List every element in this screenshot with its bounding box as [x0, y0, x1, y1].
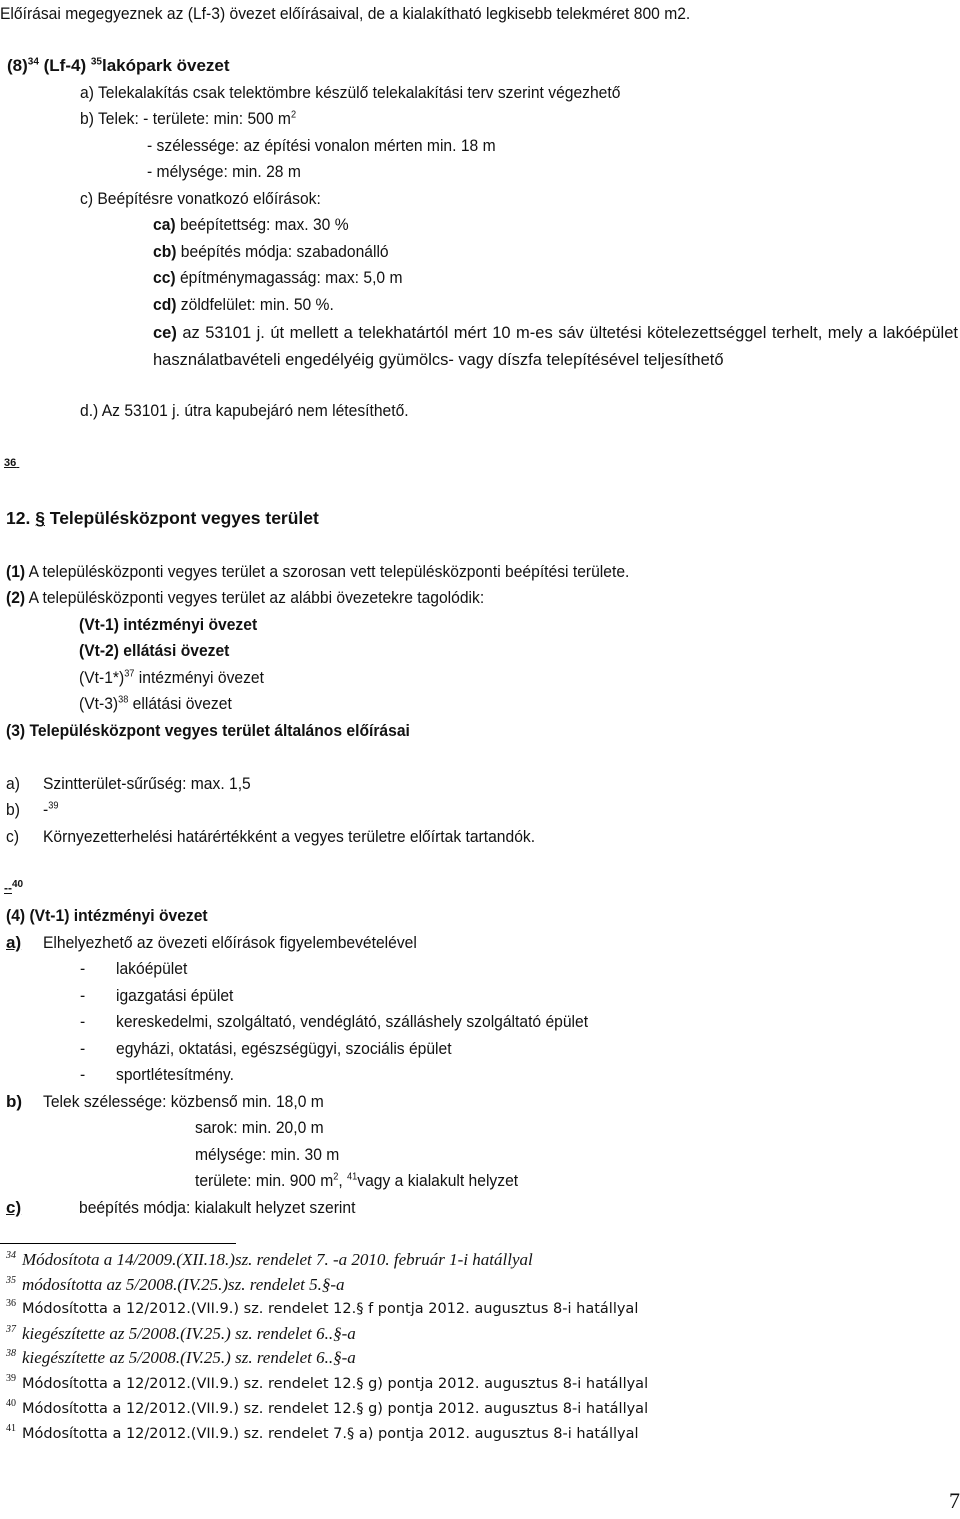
section-12-number: 12. [6, 508, 36, 528]
footnote-ref-38[interactable]: 38 [118, 694, 129, 706]
vt1-b-corner: sarok: min. 20,0 m [195, 1118, 324, 1137]
lf4-title: lakópark övezet [101, 56, 230, 75]
section-12-title: Településközpont vegyes terület [44, 508, 319, 528]
marker-40-num: 40 [12, 879, 24, 890]
paragraph-3-heading: (3) Településközpont vegyes terület általános előírásai [6, 721, 410, 740]
zone-vt1: (Vt-1) intézményi övezet [79, 615, 258, 634]
footnote-41 [6, 1424, 639, 1446]
vt1-list-item-text: kereskedelmi, szolgáltató, vendéglátó, szálláshely szolgáltató épület [116, 1012, 589, 1031]
vt1-list-item-text: egyházi, oktatási, egészségügyi, szociális épület [116, 1039, 452, 1058]
footnote-ref-37[interactable]: 37 [124, 668, 135, 680]
vt1-b-depth: mélysége: min. 30 m [195, 1145, 340, 1164]
lf4-item-a: a) Telekalakítás csak telektömbre készülő telekalakítási terv szerint végezhető [80, 83, 621, 102]
footnote-ref-34[interactable]: 34 [27, 56, 39, 68]
p2-text: A településközponti vegyes terület az alábbi övezetekre tagolódik: [25, 588, 485, 607]
page-number: 7 [949, 1488, 960, 1513]
footnote-38 [6, 1348, 356, 1371]
footnote-ref-41[interactable]: 41 [347, 1171, 358, 1183]
intro-line: Előírásai megegyeznek az (Lf-3) övezet előírásaival, de a kialakítható legkisebb telekméret 800 m2. [0, 4, 691, 23]
footnote-separator [0, 1243, 236, 1244]
cb-label: cb) [153, 242, 177, 261]
zone-vt1-star [79, 667, 264, 689]
lf4-item-b-sup: 2 [290, 109, 297, 121]
ce-text: az 53101 j. út mellett a telekhatártól mért 10 m-es sáv ültetési kötelezettséggel terhelt, mely a lakóépület használatbavételi engedélyéig gyümölcs- vagy díszfa telepítésével teljesíthető [153, 324, 958, 369]
footnote-text: kiegészítette az 5/2008.(IV.25.) sz. rendelet 6..§-a [22, 1324, 356, 1343]
b-area-sep: , [338, 1171, 348, 1190]
marker-40-dash: -- [4, 881, 12, 895]
vt1-c-label: c) [6, 1198, 22, 1217]
vt1-section-title: (4) (Vt-1) intézményi övezet [6, 906, 208, 925]
p2-label: (2) [6, 588, 26, 607]
vt1-list-item-text: igazgatási épület [116, 986, 234, 1005]
lf4-item-b-depth: - mélysége: min. 28 m [147, 162, 301, 181]
footnote-number: 34 [6, 1250, 16, 1261]
general-item-a-text: Szintterület-sűrűség: max. 1,5 [43, 774, 251, 793]
paragraph-1 [6, 561, 629, 583]
b-area-text: területe: min. 900 m [195, 1171, 334, 1190]
footnote-39 [6, 1374, 648, 1396]
b-area-sup: 2 [333, 1171, 339, 1183]
vt3-label: ellátási övezet [128, 694, 232, 713]
footnote-36 [6, 1299, 638, 1321]
vt1-c-text: beépítés módja: kialakult helyzet szerint [79, 1198, 356, 1217]
footnote-text: Módosítota a 14/2009.(XII.18.)sz. rendelet 7. -a 2010. február 1-i hatállyal [22, 1250, 533, 1269]
vt1-list-item: - [80, 1012, 86, 1031]
vt1-list-item-text: lakóépület [116, 959, 188, 978]
footnote-text: Módosította a 12/2012.(VII.9.) sz. rendelet 12.§ g) pontja 2012. augusztus 8-i hatállyal [22, 1376, 649, 1392]
footnote-number: 36 [6, 1298, 16, 1309]
lf4-item-cb [153, 241, 389, 263]
b-dash: - [43, 800, 49, 819]
lf4-prefix: (8) [7, 56, 28, 75]
footnote-number: 35 [6, 1275, 16, 1286]
marker-36-text: 36 [4, 457, 17, 469]
footnote-number: 38 [6, 1348, 16, 1359]
section-12-heading [6, 507, 319, 529]
general-item-b-label: b) [6, 800, 20, 819]
footnote-number: 37 [6, 1324, 16, 1335]
vt1-list-item: - [80, 1065, 86, 1084]
lf4-item-d: d.) Az 53101 j. útra kapubejáró nem létesíthető. [80, 401, 409, 420]
lf4-code: (Lf-4) [38, 56, 91, 75]
vt1-b-label: b) [6, 1092, 23, 1111]
general-item-b-text [43, 799, 58, 821]
vt1-list-item: - [80, 959, 86, 978]
vt1-star-label: intézményi övezet [134, 668, 264, 687]
lf4-item-ca [153, 214, 349, 236]
footnote-35 [6, 1275, 345, 1298]
ca-label: ca) [153, 215, 176, 234]
footnote-text: kiegészítette az 5/2008.(IV.25.) sz. rendelet 6..§-a [22, 1348, 356, 1367]
paragraph-2 [6, 587, 484, 609]
general-item-c-label: c) [6, 827, 20, 846]
footnote-37 [6, 1324, 356, 1347]
footnote-number: 40 [6, 1398, 16, 1409]
vt1-a-text: Elhelyezhető az övezeti előírások figyelembevételével [43, 933, 417, 952]
section-symbol: § [35, 508, 45, 528]
lf4-item-b [80, 108, 296, 130]
lf4-item-ce [153, 320, 958, 373]
cc-text: építménymagasság: max: 5,0 m [175, 268, 403, 287]
footnote-text: Módosította a 12/2012.(VII.9.) sz. rendelet 12.§ g) pontja 2012. augusztus 8-i hatállyal [22, 1401, 649, 1417]
footnote-40 [6, 1399, 648, 1421]
vt1-list-item: - [80, 1039, 86, 1058]
ca-text: beépítettség: max. 30 % [175, 215, 349, 234]
lf4-item-c: c) Beépítésre vonatkozó előírások: [80, 189, 321, 208]
cd-text: zöldfelület: min. 50 %. [176, 295, 334, 314]
vt3-code: (Vt-3) [79, 694, 119, 713]
footnote-marker-40[interactable] [4, 877, 23, 899]
vt1-b-area [195, 1170, 518, 1192]
cc-label: cc) [153, 268, 176, 287]
vt1-list-item-text: sportlétesítmény. [116, 1065, 234, 1084]
footnote-number: 41 [6, 1423, 16, 1434]
footnote-number: 39 [6, 1373, 16, 1384]
footnote-ref-35[interactable]: 35 [90, 56, 102, 68]
lf4-item-b-text: b) Telek: - területe: min: 500 m [80, 109, 291, 128]
vt1-a-label: a) [6, 933, 22, 952]
b-area-alt: vagy a kialakult helyzet [357, 1171, 519, 1190]
general-item-c-text: Környezetterhelési határértékként a vegyes területre előírtak tartandók. [43, 827, 536, 846]
vt1-b-text: Telek szélessége: közbenső min. 18,0 m [43, 1092, 324, 1111]
zone-vt2: (Vt-2) ellátási övezet [79, 641, 230, 660]
vt1-list-item: - [80, 986, 86, 1005]
ce-label: ce) [153, 324, 177, 342]
zone-vt3 [79, 693, 232, 715]
footnote-34 [6, 1250, 533, 1273]
lf4-item-cc [153, 267, 402, 289]
footnote-ref-39[interactable]: 39 [48, 800, 59, 812]
lf4-item-cd [153, 294, 334, 316]
footnote-marker-36[interactable] [4, 452, 19, 474]
vt1-star-code: (Vt-1*) [79, 668, 125, 687]
p1-label: (1) [6, 562, 26, 581]
lf4-item-b-width: - szélessége: az építési vonalon mérten min. 18 m [147, 136, 496, 155]
p1-text: A településközponti vegyes terület a szorosan vett településközponti beépítési területe. [25, 562, 630, 581]
cd-label: cd) [153, 295, 177, 314]
footnote-text: Módosította a 12/2012.(VII.9.) sz. rendelet 12.§ f pontja 2012. augusztus 8-i hatállyal [22, 1301, 639, 1317]
cb-text: beépítés módja: szabadonálló [176, 242, 389, 261]
footnote-text: Módosította a 12/2012.(VII.9.) sz. rendelet 7.§ a) pontja 2012. augusztus 8-i hatállyal [22, 1426, 639, 1442]
general-item-a-label: a) [6, 774, 20, 793]
lf4-heading [7, 55, 230, 77]
footnote-text: módosította az 5/2008.(IV.25.)sz. rendelet 5.§-a [22, 1275, 345, 1294]
